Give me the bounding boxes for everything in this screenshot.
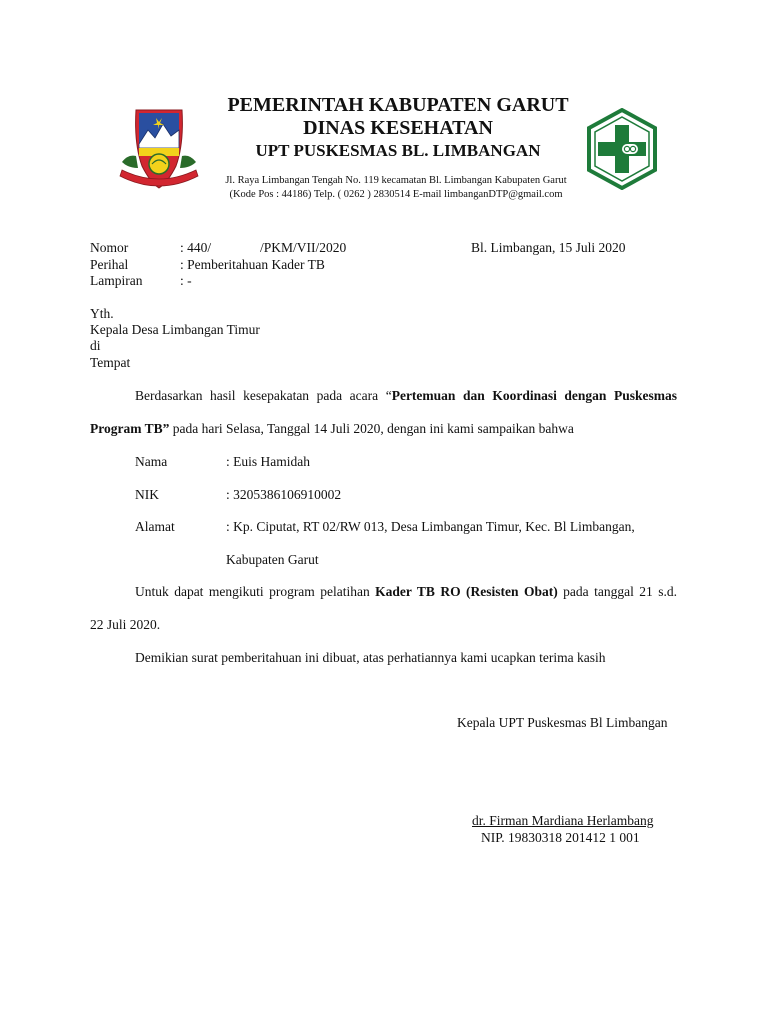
recipient-name: Kepala Desa Limbangan Timur [90,322,260,337]
letterhead-government: PEMERINTAH KABUPATEN GARUT [227,94,569,116]
paragraph-2-line-1 [135,584,677,600]
nama-label: Nama [135,454,168,469]
perihal-value: : Pemberitahuan Kader TB [180,257,325,272]
paragraph-2-line-2: 22 Juli 2020. [90,617,161,632]
recipient-di: di [90,338,101,353]
nomor-suffix: /PKM/VII/2020 [260,240,347,255]
event-title-end: Program TB” [90,421,170,436]
signatory-nip: NIP. 19830318 201412 1 001 [481,830,640,845]
event-title: Pertemuan dan Koordinasi dengan Puskesmas [391,388,677,403]
alamat-label: Alamat [135,519,175,534]
paragraph-1-intro: Berdasarkan hasil kesepakatan pada acara “ [135,388,392,403]
paragraph-1-rest: pada hari Selasa, Tanggal 14 Juli 2020, dengan ini kami sampaikan bahwa [169,421,574,436]
place-date: Bl. Limbangan, 15 Juli 2020 [471,240,626,255]
recipient-place: Tempat [90,355,131,370]
nama-value: : Euis Hamidah [226,454,310,469]
signatory-name: dr. Firman Mardiana Herlambang [472,813,654,828]
nik-value: : 3205386106910002 [226,487,342,502]
nomor-value: : 440/ [180,240,212,255]
letterhead-agency: DINAS KESEHATAN [303,117,493,139]
nomor-label: Nomor [90,240,129,255]
paragraph-2-intro: Untuk dapat mengikuti program pelatihan [135,584,376,599]
recipient-yth: Yth. [90,306,114,321]
paragraph-2-date: pada tanggal 21 s.d. [557,584,677,599]
perihal-label: Perihal [90,257,129,272]
closing-paragraph: Demikian surat pemberitahuan ini dibuat, atas perhatiannya kami ucapkan terima kasih [135,650,606,665]
lampiran-label: Lampiran [90,273,143,288]
lampiran-value: : - [180,273,192,288]
letterhead-contact: (Kode Pos : 44186) Telp. ( 0262 ) 2830514 E-mail limbanganDTP@gmail.com [229,189,563,200]
alamat-value-cont: Kabupaten Garut [226,552,319,567]
signatory-title: Kepala UPT Puskesmas Bl Limbangan [457,715,668,730]
paragraph-1-line-1 [135,388,677,404]
letterhead-address: Jl. Raya Limbangan Tengah No. 119 kecamatan Bl. Limbangan Kabupaten Garut [225,175,567,186]
nik-label: NIK [135,487,159,502]
training-title: Kader TB RO (Resisten Obat) [375,584,558,599]
letterhead-unit: UPT PUSKESMAS BL. LIMBANGAN [255,141,541,160]
alamat-value: : Kp. Ciputat, RT 02/RW 013, Desa Limbangan Timur, Kec. Bl Limbangan, [226,519,635,534]
paragraph-1-line-2 [90,421,574,437]
